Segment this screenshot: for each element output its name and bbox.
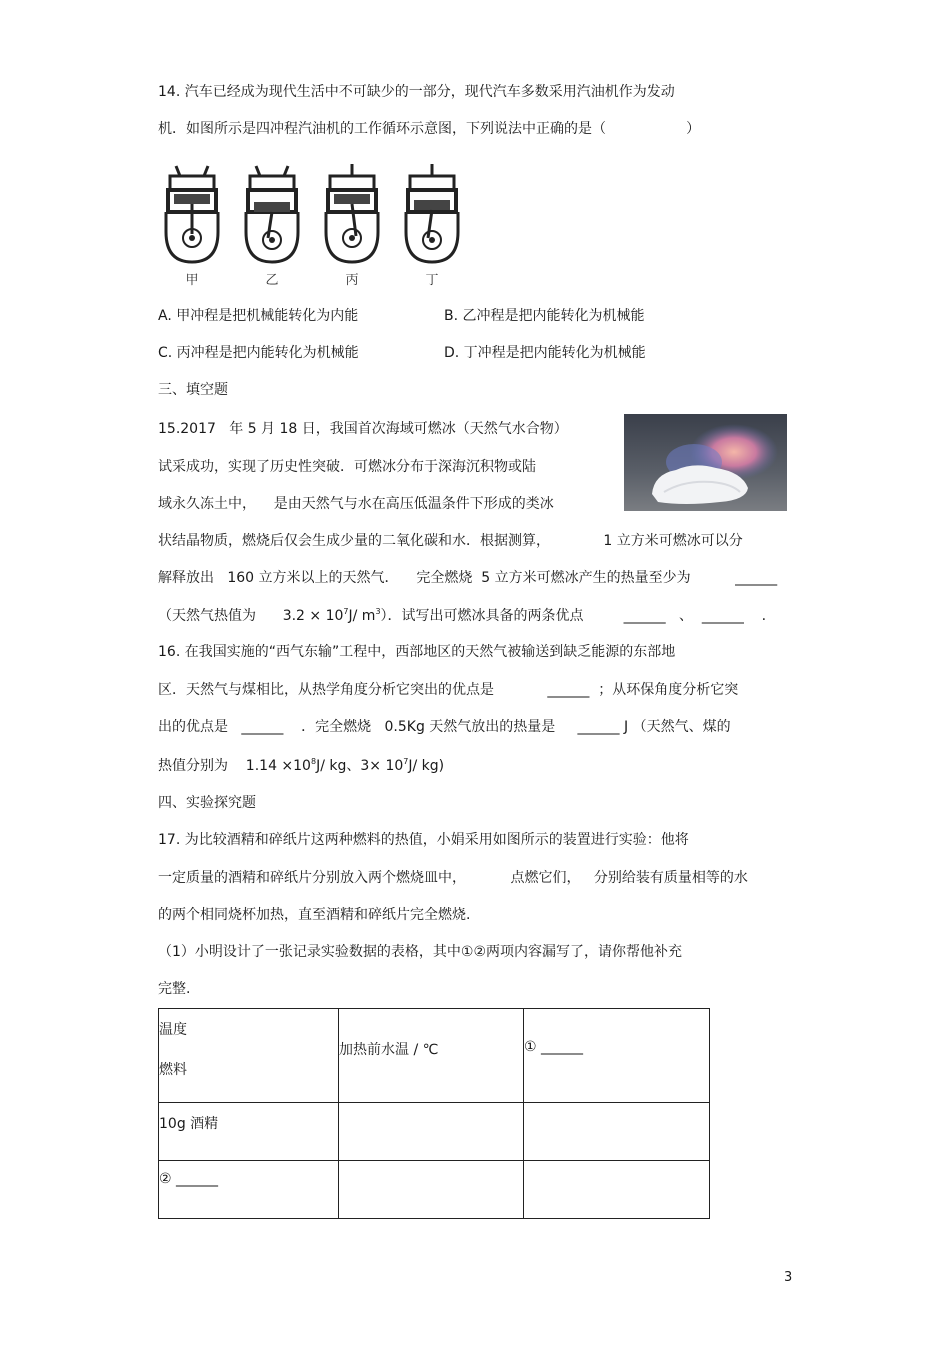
engine-diagram-yi [246, 166, 298, 262]
q15-line-5: 解释放出 160 立方米以上的天然气． 完全燃烧 5 立方米可燃冰产生的热量至少为 ______ [158, 570, 778, 586]
q17-line-5: 完整. [158, 981, 191, 997]
figure-label-ding: 丁 [425, 273, 439, 288]
table-row [159, 1009, 710, 1103]
figure-label-yi: 乙 [265, 273, 279, 288]
q15-line-4: 状结晶物质，燃烧后仅会生成少量的二氧化碳和水．根据测算， 1 立方米可燃冰可以分 [158, 533, 743, 549]
engine-strokes-figure [160, 162, 460, 290]
engine-diagram-jia [166, 166, 218, 262]
corner-label-temperature: 温度 [159, 1022, 187, 1038]
q15-line-6: （天然气热值为 $3.2 \times 10^7J/$ $m^3$）．试写出可燃冰具备的两条优点 ______ 、 ______ . [158, 607, 767, 624]
q17-line-1: 17. 为比较酒精和碎纸片这两种燃料的热值，小娟采用如图所示的装置进行实验：他将 [158, 832, 689, 848]
header-cell-blank-1[interactable]: ① ______ [524, 1009, 710, 1103]
q15-line-1: 15.2017 年 5 月 18 日，我国首次海域可燃冰（天然气水合物） [158, 421, 568, 437]
page-number: 3 [784, 1270, 793, 1285]
q16-line-1: 16. 在我国实施的“西气东输”工程中，西部地区的天然气被输送到缺乏能源的东部地 [158, 644, 676, 660]
table-cell[interactable] [524, 1161, 710, 1219]
q15-line-3: 域永久冻土中， 是由天然气与水在高压低温条件下形成的类冰 [158, 496, 554, 512]
q14-option-d[interactable]: D. 丁冲程是把内能转化为机械能 [444, 345, 646, 361]
section-title-experiment: 四、实验探究题 [158, 795, 256, 811]
engine-diagram-ding [406, 164, 458, 262]
q16-line-4: 热值分别为 $1.14 \times 10^8J/$ kg、$3\times 10^7J/$ kg) [158, 757, 445, 774]
table-row [159, 1103, 710, 1161]
q17-line-3: 的两个相同烧杯加热，直至酒精和碎纸片完全燃烧. [158, 907, 471, 923]
experiment-data-table [158, 1008, 710, 1219]
q14-option-a[interactable]: A. 甲冲程是把机械能转化为内能 [158, 308, 359, 324]
flammable-ice-photo [624, 414, 787, 511]
header-cell-initial-temp: 加热前水温 / ℃ [339, 1009, 524, 1103]
section-title-fill-in: 三、填空题 [158, 382, 228, 398]
q15-line-2: 试采成功，实现了历史性突破．可燃冰分布于深海沉积物或陆 [158, 459, 536, 475]
q17-line-4: （1）小明设计了一张记录实验数据的表格，其中①②两项内容漏写了，请你帮他补充 [158, 944, 683, 960]
q14-line-1: 14. 汽车已经成为现代生活中不可缺少的一部分，现代汽车多数采用汽油机作为发动 [158, 84, 675, 100]
q16-line-2: 区．天然气与煤相比，从热学角度分析它突出的优点是 ______ ；从环保角度分析它突 [158, 682, 739, 698]
table-row [159, 1161, 710, 1219]
table-cell[interactable] [339, 1161, 524, 1219]
corner-label-fuel: 燃料 [159, 1062, 187, 1078]
q14-option-c[interactable]: C. 丙冲程是把内能转化为机械能 [158, 345, 359, 361]
table-cell[interactable] [524, 1103, 710, 1161]
row-label-alcohol: 10g 酒精 [159, 1103, 339, 1161]
figure-label-jia: 甲 [185, 273, 199, 288]
table-corner-cell [159, 1009, 339, 1103]
row-label-blank-2[interactable]: ② ______ [159, 1161, 339, 1219]
q16-line-3: 出的优点是 ______ ．完全燃烧 0.5Kg 天然气放出的热量是 ______ J （天然气、煤的 [158, 719, 731, 735]
q14-option-b[interactable]: B. 乙冲程是把内能转化为机械能 [444, 308, 645, 324]
engine-diagram-bing [326, 164, 378, 262]
table-cell[interactable] [339, 1103, 524, 1161]
q17-line-2: 一定质量的酒精和碎纸片分别放入两个燃烧皿中， 点燃它们， 分别给装有质量相等的水 [158, 870, 748, 886]
figure-label-bing: 丙 [345, 273, 359, 288]
q14-line-2: 机．如图所示是四冲程汽油机的工作循环示意图，下列说法中正确的是（ ） [158, 121, 701, 137]
